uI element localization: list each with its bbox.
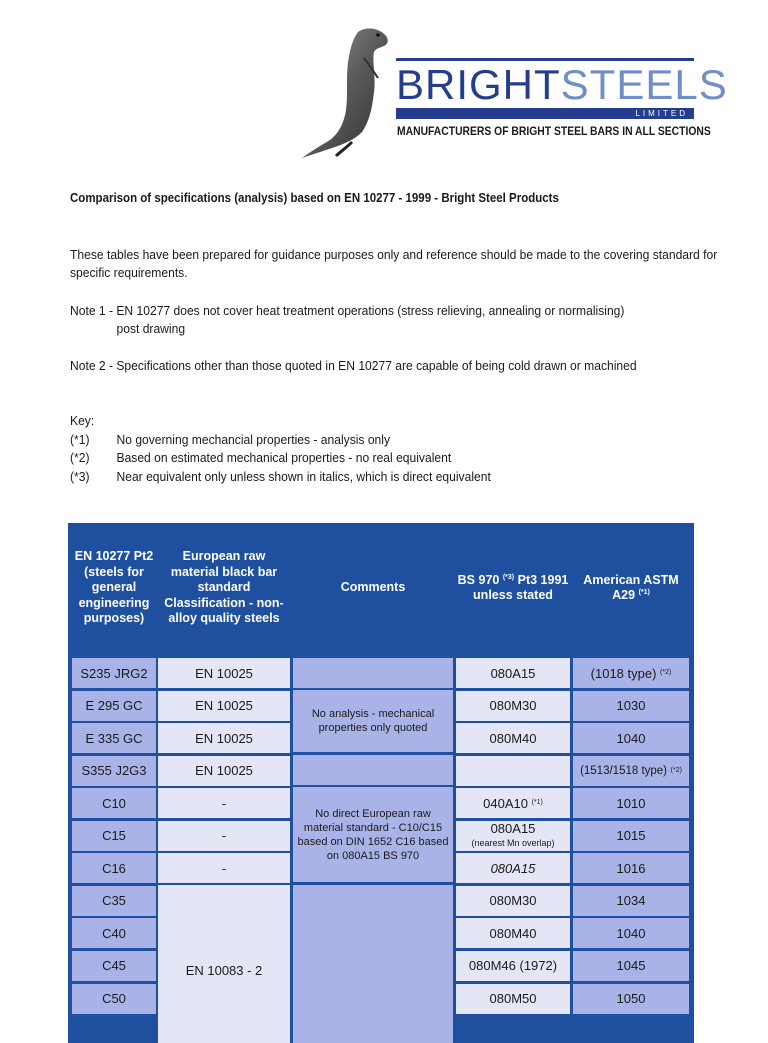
otter-icon (300, 22, 396, 162)
table-cell-bs (456, 658, 570, 688)
header-astm (573, 523, 689, 653)
euro-value: EN 10025 (195, 763, 253, 779)
en-value: S355 J2G3 (81, 763, 147, 779)
note-2: Note 2 - Specifications other than those quoted in EN 10277 are capable of being cold drawn or machined (70, 358, 637, 373)
table-cell-euro (158, 821, 290, 851)
comment-cell-empty (293, 755, 453, 785)
table-cell-bs (456, 886, 570, 916)
en-value: E 295 GC (85, 698, 143, 714)
table-cell-astm (573, 691, 689, 721)
bs-value: 080M40 (489, 730, 537, 746)
header-astm-a: American ASTM A29 (583, 572, 679, 602)
table-cell-bs: 040A10 (*1) (456, 788, 570, 818)
comment-cell-mechanical: No analysis - mechanical properties only quoted (293, 690, 453, 752)
table-cell-bs (456, 853, 570, 883)
comparison-table (68, 523, 694, 1043)
table-cell-en (72, 918, 156, 948)
astm-value: (1513/1518 type) (580, 764, 668, 777)
astm-value: 1040 (616, 925, 646, 941)
bs-value: 080M30 (489, 893, 537, 909)
table-cell-bs (456, 984, 570, 1014)
table-cell-en (72, 658, 156, 688)
comment-cell-empty (293, 885, 453, 1043)
table-cell-en (72, 788, 156, 818)
en-value: C35 (102, 893, 126, 909)
header-bs970-a: BS 970 (457, 572, 500, 587)
key-code: (*1) (70, 431, 90, 447)
euro-value: EN 10025 (195, 730, 253, 746)
comment-cell-empty (293, 658, 453, 688)
bs-value: 080M30 (489, 698, 537, 714)
en-value: C50 (102, 991, 126, 1006)
intro-paragraph: These tables have been prepared for guidance purposes only and reference should be made to the covering standard for specific requirements. (70, 247, 718, 280)
key-item (70, 449, 491, 468)
table-cell-astm: (1018 type) (*2) (573, 658, 689, 688)
bs-value: 040A10 (483, 795, 528, 811)
key-code: (*2) (70, 450, 90, 465)
euro-value: - (221, 860, 227, 876)
table-cell-euro (158, 788, 290, 818)
header-astm-sup: (*1) (638, 588, 650, 596)
header-bs970-b: Pt3 1991 unless stated (473, 572, 569, 602)
bs-value: 080A15 (490, 860, 536, 876)
table-cell-astm (573, 788, 689, 818)
table-cell-bs (456, 691, 570, 721)
key-text: No governing mechancial properties - analysis only (116, 431, 391, 447)
en-value: E 335 GC (85, 730, 143, 746)
en-value: S235 JRG2 (80, 665, 148, 681)
brand-name (396, 62, 728, 108)
table-cell-astm (573, 984, 689, 1014)
header-en10277: EN 10277 Pt2 (steels for general engineering purposes) (74, 549, 154, 626)
table-cell-bs (456, 951, 570, 981)
table-cell-bs (456, 756, 570, 786)
page-title: Comparison of specifications (analysis) based on EN 10277 - 1999 - Bright Steel Products (70, 191, 559, 205)
table-cell-en (72, 853, 156, 883)
table-cell-euro (158, 691, 290, 721)
table-cell-en (72, 821, 156, 851)
key-legend (70, 412, 491, 486)
table-cell-astm: (1513/1518 type) (*2) (573, 756, 689, 786)
table-cell-astm (573, 723, 689, 753)
astm-value: 1010 (616, 795, 646, 811)
table-cell-astm (573, 886, 689, 916)
euro-value: EN 10025 (195, 698, 253, 714)
table-cell-en (72, 886, 156, 916)
header-bs970 (456, 523, 570, 653)
brand-name-part2: STEELS (560, 61, 728, 108)
table-cell-astm (573, 951, 689, 981)
brand-name-part1: BRIGHT (396, 61, 561, 108)
astm-value: (1018 type) (590, 665, 657, 681)
table-cell-euro (158, 756, 290, 786)
note-1-line1: Note 1 - EN 10277 does not cover heat treatment operations (stress relieving, annealing or normalising) (70, 303, 625, 318)
header-european: European raw material black bar standard Classification - non-alloy quality steels (164, 549, 284, 626)
header-bs970-sup: (*3) (502, 573, 515, 581)
euro-value: - (221, 795, 227, 811)
brand-tagline: MANUFACTURERS OF BRIGHT STEEL BARS IN ALL SECTIONS (397, 126, 711, 138)
note-1-line2: post drawing (116, 321, 186, 336)
euro-value: EN 10025 (195, 665, 253, 681)
table-cell-bs (456, 821, 570, 851)
table-cell-astm (573, 918, 689, 948)
table-cell-euro (158, 658, 290, 688)
table-cell-en (72, 691, 156, 721)
bs-note: (nearest Mn overlap) (471, 837, 555, 848)
en-value: C45 (102, 958, 126, 974)
key-text: Based on estimated mechanical properties - no real equivalent (116, 450, 452, 465)
bs-value: 080M46 (1972) (468, 958, 558, 974)
header-comments: Comments (340, 580, 406, 595)
en-value: C40 (102, 925, 126, 941)
note-1 (70, 302, 702, 338)
euro-group-cell: EN 10083 - 2 (158, 885, 290, 1043)
en-value: C16 (102, 860, 126, 876)
table-cell-astm (573, 853, 689, 883)
key-item (70, 468, 491, 487)
astm-value: 1015 (616, 828, 646, 844)
table-cell-en (72, 756, 156, 786)
table-cell-en (72, 951, 156, 981)
bs-value: 080M50 (489, 991, 537, 1006)
table-cell-bs (456, 723, 570, 753)
table-cell-en (72, 723, 156, 753)
table-cell-euro (158, 723, 290, 753)
comment-cell-no-direct: No direct European raw material standard - C10/C15 based on DIN 1652 C16 based on 080A15 BS 970 (293, 787, 453, 882)
astm-value: 1050 (616, 991, 646, 1006)
bs-value: 080A15 (490, 820, 536, 836)
key-item (70, 431, 491, 450)
astm-value: 1016 (616, 860, 646, 876)
bs-value: 080M40 (489, 925, 537, 941)
bs-value: 080A15 (490, 665, 536, 681)
euro-value: - (221, 828, 227, 844)
table-cell-astm (573, 821, 689, 851)
brand-limited: LIMITED (396, 108, 694, 119)
table-cell-en (72, 984, 156, 1014)
en-value: C15 (102, 828, 126, 844)
astm-value: 1034 (616, 893, 646, 909)
table-cell-bs (456, 918, 570, 948)
key-title: Key: (70, 413, 95, 428)
astm-value: 1045 (616, 958, 646, 974)
astm-value: 1030 (616, 698, 646, 714)
en-value: C10 (102, 795, 126, 811)
key-text: Near equivalent only unless shown in italics, which is direct equivalent (116, 468, 491, 484)
astm-value: 1040 (616, 730, 646, 746)
key-code: (*3) (70, 468, 90, 484)
table-cell-euro (158, 853, 290, 883)
